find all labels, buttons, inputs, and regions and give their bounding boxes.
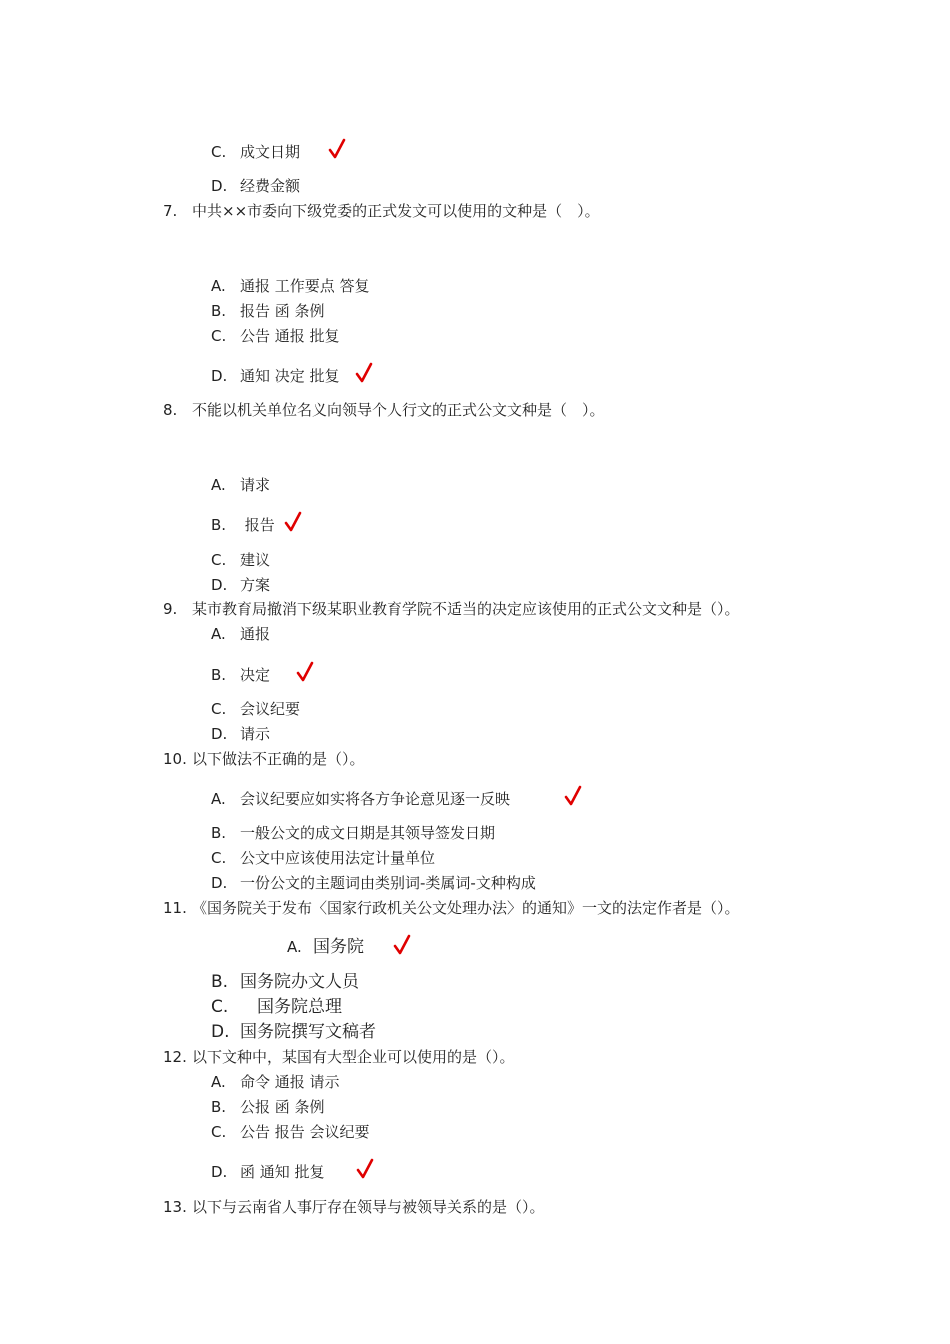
option-letter: B. (211, 516, 227, 534)
option-q7-a (211, 276, 370, 296)
option-letter: B. (211, 302, 227, 320)
question-text: 以下做法不正确的是（）。 (192, 750, 365, 768)
option-letter: C. (211, 327, 227, 345)
option-q11-a (287, 937, 364, 957)
option-q10-c (211, 848, 435, 868)
option-q11-c (211, 997, 342, 1017)
option-q7-d (211, 366, 340, 386)
option-q10-a (211, 789, 510, 809)
option-letter: C. (211, 1123, 227, 1141)
option-letter: D. (211, 725, 228, 743)
option-text: 函 通知 批复 (240, 1163, 325, 1181)
option-q11-d (211, 1022, 376, 1042)
option-text: 决定 (240, 666, 271, 684)
option-q8-a (211, 475, 270, 495)
option-q12-b (211, 1097, 325, 1117)
checkmark-icon (355, 362, 373, 384)
option-q12-a (211, 1072, 340, 1092)
option-text: 成文日期 (240, 143, 301, 161)
option-q6-d (211, 176, 300, 196)
question-number: 7. (163, 202, 178, 220)
option-q8-d (211, 575, 270, 595)
option-text: 国务院总理 (240, 997, 342, 1017)
option-text: 命令 通报 请示 (240, 1073, 340, 1091)
option-letter: C. (211, 849, 227, 867)
question-text: 不能以机关单位名义向领导个人行文的正式公文文种是（ ）。 (192, 401, 605, 419)
option-text: 会议纪要应如实将各方争论意见逐一反映 (240, 790, 511, 808)
option-q7-b (211, 301, 325, 321)
option-q11-b (211, 972, 359, 992)
option-letter: D. (211, 367, 228, 385)
option-text: 请求 (240, 476, 271, 494)
option-q9-a (211, 624, 270, 644)
option-text: 国务院 (313, 937, 364, 957)
option-text: 方案 (240, 576, 271, 594)
option-letter: C. (211, 700, 227, 718)
option-text: 公文中应该使用法定计量单位 (240, 849, 436, 867)
option-letter: C. (211, 551, 227, 569)
option-letter: A. (211, 476, 226, 494)
question-number: 9. (163, 600, 178, 618)
question-number: 10. (163, 750, 187, 768)
option-text: 会议纪要 (240, 700, 301, 718)
option-letter: A. (211, 1073, 226, 1091)
checkmark-icon (564, 785, 582, 807)
option-q10-b (211, 823, 495, 843)
question-number: 8. (163, 401, 178, 419)
option-q9-c (211, 699, 300, 719)
question-number: 11. (163, 899, 187, 917)
checkmark-icon (356, 1158, 374, 1180)
question-text: 《国务院关于发布〈国家行政机关公文处理办法〉的通知》一文的法定作者是（）。 (192, 899, 740, 917)
option-text: 建议 (240, 551, 271, 569)
option-text: 通报 (240, 625, 271, 643)
option-text: 请示 (240, 725, 271, 743)
option-q12-d (211, 1162, 325, 1182)
option-q8-b (211, 515, 275, 535)
option-text: 国务院办文人员 (240, 972, 359, 992)
option-text: 通知 决定 批复 (240, 367, 340, 385)
question-number: 12. (163, 1048, 187, 1066)
question-text: 以下文种中，某国有大型企业可以使用的是（）。 (192, 1048, 515, 1066)
checkmark-icon (284, 511, 302, 533)
option-q10-d (211, 873, 536, 893)
option-text: 国务院撰写文稿者 (240, 1022, 376, 1042)
option-text: 一份公文的主题词由类别词-类属词-文种构成 (240, 874, 536, 892)
option-letter: A. (211, 790, 226, 808)
option-letter: D. (211, 1022, 230, 1042)
question-number: 13. (163, 1198, 187, 1216)
option-letter: D. (211, 1163, 228, 1181)
question-text: 某市教育局撤消下级某职业教育学院不适当的决定应该使用的正式公文文种是（）。 (192, 600, 740, 618)
question-text: 以下与云南省人事厅存在领导与被领导关系的是（）。 (192, 1198, 545, 1216)
option-letter: B. (211, 972, 229, 992)
option-letter: D. (211, 576, 228, 594)
option-text: 通报 工作要点 答复 (240, 277, 370, 295)
option-text: 公告 报告 会议纪要 (240, 1123, 370, 1141)
option-letter: B. (211, 1098, 227, 1116)
option-q6-c (211, 142, 300, 162)
option-letter: A. (211, 277, 226, 295)
option-letter: B. (211, 666, 227, 684)
option-text: 经费金额 (240, 177, 301, 195)
option-q9-d (211, 724, 270, 744)
checkmark-icon (296, 661, 314, 683)
option-text: 报告 (240, 516, 275, 534)
option-text: 公报 函 条例 (240, 1098, 325, 1116)
checkmark-icon (328, 138, 346, 160)
option-q12-c (211, 1122, 370, 1142)
option-text: 公告 通报 批复 (240, 327, 340, 345)
option-q8-c (211, 550, 270, 570)
option-text: 一般公文的成文日期是其领导签发日期 (240, 824, 496, 842)
option-letter: D. (211, 177, 228, 195)
option-letter: C. (211, 143, 227, 161)
option-letter: A. (287, 938, 302, 956)
option-q9-b (211, 665, 270, 685)
option-letter: D. (211, 874, 228, 892)
question-text: 中共××市委向下级党委的正式发文可以使用的文种是（ ）。 (192, 202, 600, 220)
option-letter: C. (211, 997, 229, 1017)
checkmark-icon (393, 934, 411, 956)
option-letter: A. (211, 625, 226, 643)
option-text: 报告 函 条例 (240, 302, 325, 320)
option-letter: B. (211, 824, 227, 842)
option-q7-c (211, 326, 340, 346)
